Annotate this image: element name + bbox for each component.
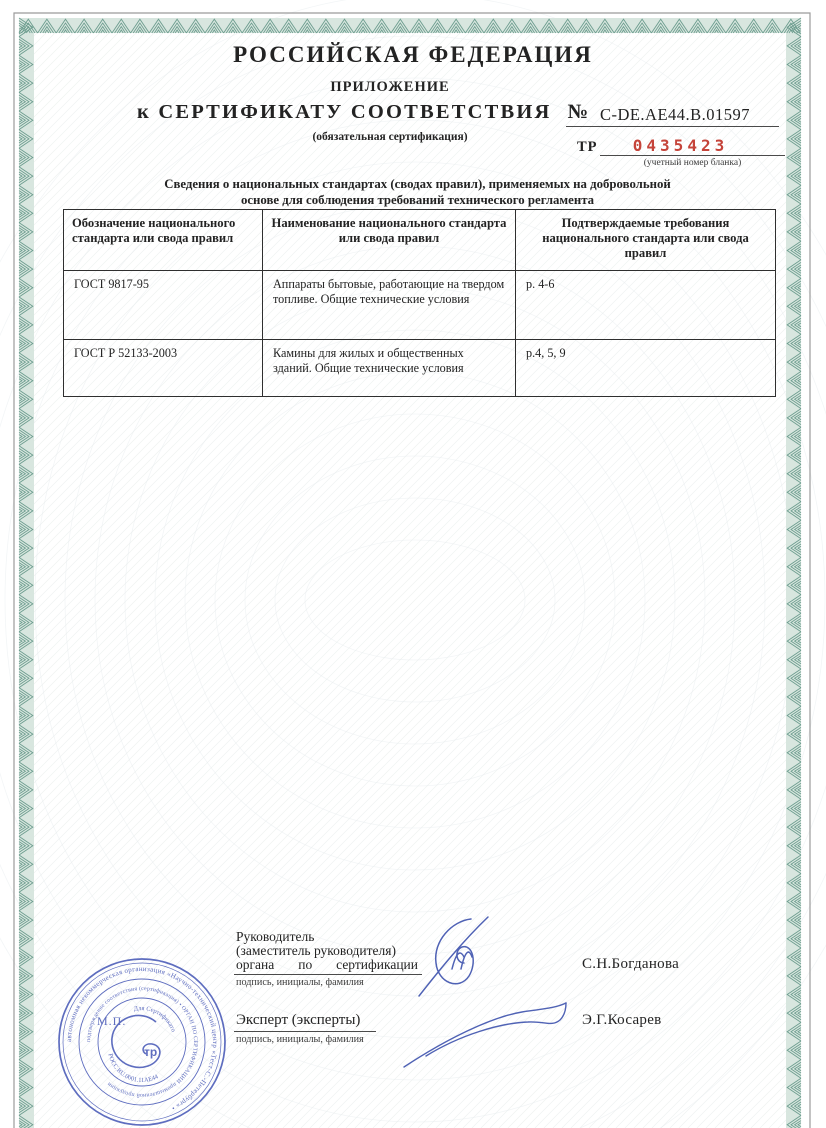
certificate-number: C-DE.AE44.B.01597 — [599, 105, 751, 124]
cell-name: Аппараты бытовые, работающие на твердом топливе. Общие технические условия — [263, 271, 516, 340]
stamp-center-emblem — [112, 1015, 160, 1067]
tr-label: ТР — [577, 139, 598, 155]
certification-stamp — [59, 959, 225, 1125]
standards-table — [63, 209, 776, 397]
cell-designation: ГОСТ 9817-95 — [64, 271, 263, 340]
head-signature-caption: подпись, инициалы, фамилия — [236, 977, 364, 988]
intro-line-1: Сведения о национальных стандартах (сводах правил), применяемых на добровольной — [164, 177, 671, 191]
stamp-outer-circle-2 — [63, 963, 221, 1121]
column-header-designation: Обозначение национального стандарта или свода правил — [64, 210, 263, 271]
band-right — [786, 18, 801, 1128]
number-sign: № — [567, 101, 589, 123]
stamp-middle-circle — [79, 979, 205, 1105]
head-role-line-3: органа по сертификации — [236, 956, 418, 972]
cell-requirements: р.4, 5, 9 — [516, 340, 776, 397]
head-signature-role — [236, 930, 436, 972]
stamp-ring-outer-text: автономная некоммерческая организация «Научно-технический центр «Тест-С.-Петербург» • — [64, 964, 220, 1113]
head-signature-underline — [234, 974, 422, 975]
band-left — [19, 18, 34, 1128]
certificate-line-text: к СЕРТИФИКАТУ СООТВЕТСТВИЯ — [137, 101, 552, 123]
column-header-requirements: Подтверждаемые требования национального стандарта или свода правил — [516, 210, 776, 271]
stamp-mp-label: М.П. — [97, 1014, 127, 1028]
cell-designation: ГОСТ Р 52133-2003 — [64, 340, 263, 397]
blank-serial-number: 0435423 — [632, 136, 729, 155]
column-header-name: Наименование национального стандарта или свода правил — [263, 210, 516, 271]
table-header-row — [64, 210, 776, 271]
appendix-title: ПРИЛОЖЕНИЕ — [330, 79, 450, 95]
stamp-inner-label: Для Сертификатов — [133, 1005, 177, 1044]
table-row — [64, 340, 776, 397]
intro-paragraph — [60, 177, 775, 208]
head-role-line-1: Руководитель — [236, 929, 315, 944]
blank-number-underline — [600, 155, 785, 156]
head-name: С.Н.Богданова — [582, 956, 680, 972]
expert-signature-scribble — [404, 1003, 566, 1067]
stamp-ring-inner-text: РОСС RU.0001.11АЕ44 — [106, 1052, 160, 1085]
expert-signature-role: Эксперт (эксперты) — [236, 1012, 361, 1028]
expert-signature-caption: подпись, инициалы, фамилия — [236, 1034, 364, 1045]
stamp-ring-middle-text: подтверждение соответствия (сертификация) • ОРГАН ПО СЕРТИФИКАЦИИ промышленной продукции — [85, 985, 199, 1099]
cell-name: Камины для жилых и общественных зданий. Общие технические условия — [263, 340, 516, 397]
table-row — [64, 271, 776, 340]
band-top — [19, 18, 801, 33]
blank-number-caption: (учетный номер бланка) — [643, 158, 742, 168]
head-role-line-2: (заместитель руководителя) — [236, 942, 396, 958]
certificate-line — [137, 101, 588, 124]
expert-name: Э.Г.Косарев — [582, 1012, 662, 1028]
stamp-inner-circle — [98, 998, 186, 1086]
certificate-number-underline — [566, 126, 779, 127]
stamp-center-mark: тр — [144, 1045, 158, 1059]
intro-line-2: основе для соблюдения требований технического регламента — [240, 192, 595, 207]
certification-kind: (обязательная сертификация) — [312, 131, 468, 143]
stamp-outer-circle — [59, 959, 225, 1125]
cell-requirements: р. 4-6 — [516, 271, 776, 340]
expert-signature-underline — [234, 1031, 376, 1032]
country-title: РОССИЙСКАЯ ФЕДЕРАЦИЯ — [233, 42, 593, 67]
